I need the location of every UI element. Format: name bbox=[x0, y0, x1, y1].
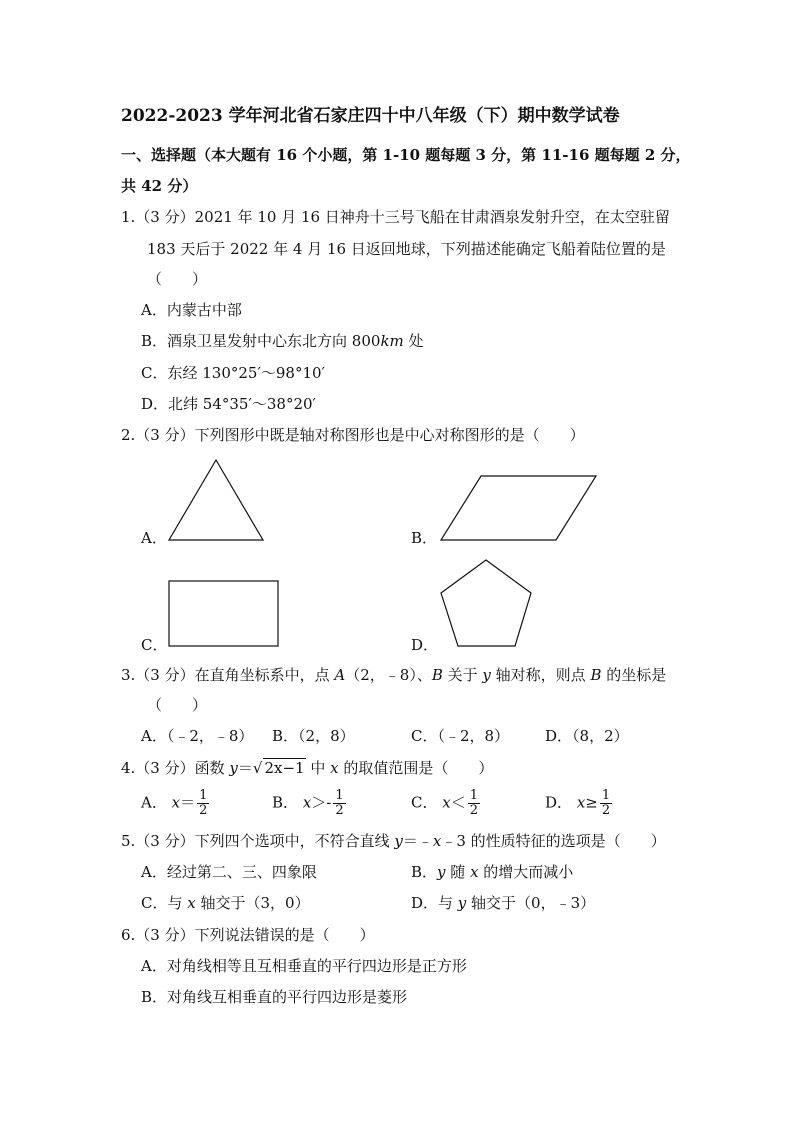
q6-stem: 6.（3 分）下列说法错误的是（ ） bbox=[121, 926, 375, 944]
q2-option-d-label: D． bbox=[411, 636, 439, 654]
parallelogram-figure bbox=[441, 476, 596, 540]
q1-option-d: D．北纬 54°35′～38°20′ bbox=[141, 395, 316, 413]
q1-option-b: B．酒泉卫星发射中心东北方向 800km 处 bbox=[141, 332, 424, 350]
sqrt-symbol: √ bbox=[252, 759, 263, 777]
q3-stem-line1: 3.（3 分）在直角坐标系中，点 A（2，﹣8）、B 关于 y 轴对称，则点 B 的坐标是 bbox=[121, 666, 667, 684]
q2-stem: 2.（3 分）下列图形中既是轴对称图形也是中心对称图形的是（ ） bbox=[121, 426, 585, 444]
fraction-one-half: $\frac{1}{2}$ bbox=[199, 788, 208, 818]
q3-stem-line2: （ ） bbox=[147, 696, 208, 714]
q4-option-a: A． x＝ $\frac{1}{2}$ bbox=[141, 788, 208, 818]
section-header-line1: 一、选择题（本大题有 16 个小题，第 1-10 题每题 3 分，第 11-16 题每题 2 分， bbox=[121, 146, 691, 164]
q2-option-c-label: C． bbox=[141, 636, 168, 654]
q3-option-a: A．（﹣2，﹣8） bbox=[141, 727, 254, 745]
q5-option-b: B．y 随 x 的增大而减小 bbox=[411, 863, 574, 881]
q1-option-c: C．东经 130°25′～98°10′ bbox=[141, 364, 325, 382]
q3-option-c: C．（﹣2，8） bbox=[411, 727, 510, 745]
q1-stem-line2: 183 天后于 2022 年 4 月 16 日返回地球，下列描述能确定飞船着陆位置的是 bbox=[147, 240, 666, 258]
q4-option-c: C． x＜ $\frac{1}{2}$ bbox=[411, 788, 479, 818]
rectangle-figure bbox=[169, 581, 278, 646]
fraction-one-half: $\frac{1}{2}$ bbox=[335, 788, 344, 818]
q1-stem-line1: 1.（3 分）2021 年 10 月 16 日神舟十三号飞船在甘肃酒泉发射升空，在太空驻留 bbox=[121, 208, 670, 226]
q1-stem-line3: （ ） bbox=[147, 270, 208, 288]
q1-option-a: A．内蒙古中部 bbox=[141, 301, 242, 319]
fraction-one-half: $\frac{1}{2}$ bbox=[469, 788, 479, 818]
q2-option-b-label: B． bbox=[411, 529, 438, 547]
q3-option-b: B．（2，8） bbox=[272, 727, 355, 745]
section-header-line2: 共 42 分） bbox=[121, 177, 198, 195]
page-title: 2022-2023 学年河北省石家庄四十中八年级（下）期中数学试卷 bbox=[121, 106, 620, 126]
q5-stem: 5.（3 分）下列四个选项中，不符合直线 y＝﹣x﹣3 的性质特征的选项是（ ） bbox=[121, 832, 666, 850]
q4-option-d: D． x≥ $\frac{1}{2}$ bbox=[545, 788, 611, 818]
q5-option-d: D．与 y 轴交于（0，﹣3） bbox=[411, 894, 596, 912]
pentagon-figure bbox=[441, 560, 531, 646]
q2-option-a-label: A． bbox=[141, 529, 167, 547]
q3-option-d: D．（8，2） bbox=[545, 727, 629, 745]
q5-option-c: C．与 x 轴交于（3，0） bbox=[141, 894, 310, 912]
fraction-one-half: $\frac{1}{2}$ bbox=[601, 788, 611, 818]
q6-option-a: A．对角线相等且互相垂直的平行四边形是正方形 bbox=[141, 957, 467, 975]
q4-stem: 4.（3 分）函数 y＝√ 2x−1 中 x 的取值范围是（ ） bbox=[121, 759, 494, 777]
radicand: 2x−1 bbox=[264, 759, 305, 777]
q6-option-b: B．对角线互相垂直的平行四边形是菱形 bbox=[141, 988, 408, 1006]
q5-option-a: A．经过第二、三、四象限 bbox=[141, 863, 317, 881]
triangle-figure bbox=[169, 460, 263, 540]
q4-option-b: B． x＞- $\frac{1}{2}$ bbox=[272, 788, 344, 818]
